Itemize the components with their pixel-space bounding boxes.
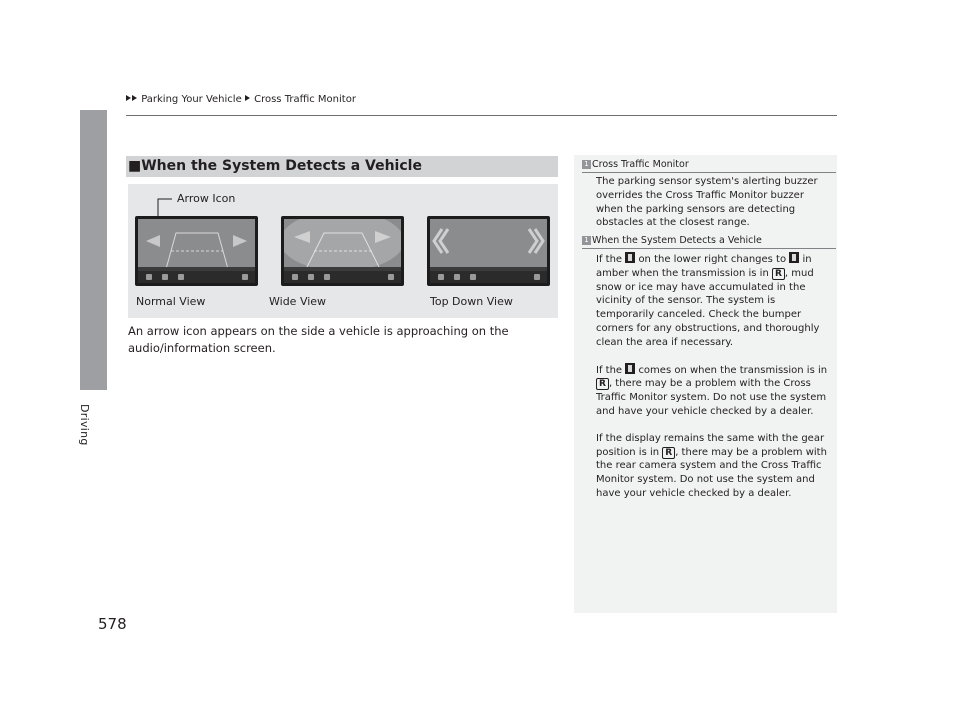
notes-panel bbox=[574, 155, 837, 613]
section-marker: ■ bbox=[128, 158, 142, 174]
section-title bbox=[128, 158, 422, 174]
top-down-view-image bbox=[430, 219, 547, 270]
note-heading: 1 Cross Traffic Monitor bbox=[582, 159, 689, 170]
section-title-text: When the System Detects a Vehicle bbox=[141, 158, 422, 174]
body-paragraph: An arrow icon appears on the side a vehicle is approaching on the audio/information screen. bbox=[128, 324, 509, 355]
right-arrow-icon bbox=[233, 235, 247, 247]
top-down-view-screen bbox=[427, 216, 550, 286]
reverse-gear-icon: R bbox=[772, 268, 785, 280]
sensor-indicator-icon bbox=[625, 252, 635, 263]
note-rule bbox=[582, 248, 836, 249]
breadcrumb-arrow-icon bbox=[245, 95, 250, 101]
breadcrumb bbox=[126, 94, 356, 105]
normal-view-label: Normal View bbox=[136, 295, 206, 308]
wide-view-screen bbox=[281, 216, 404, 286]
note-marker-icon: 1 bbox=[582, 160, 591, 169]
normal-view-image bbox=[138, 219, 255, 270]
sensor-indicator-amber-icon bbox=[789, 252, 799, 263]
wide-view-image bbox=[284, 219, 401, 270]
wide-view-label: Wide View bbox=[269, 295, 327, 308]
note-marker-icon: 1 bbox=[582, 236, 591, 245]
note-rule bbox=[582, 172, 836, 173]
chapter-tab bbox=[80, 110, 107, 390]
breadcrumb-arrow-icon bbox=[132, 95, 137, 101]
system-warning-icon bbox=[625, 363, 635, 374]
chapter-label: Driving bbox=[78, 404, 91, 446]
note-text: The parking sensor system's alerting buzzer overrides the Cross Traffic Monitor buzzer when the parking sensors are detecting obstacles at the closest range. bbox=[596, 176, 818, 229]
breadcrumb-item[interactable]: Parking Your Vehicle bbox=[141, 94, 242, 105]
camera-view-figure bbox=[128, 184, 558, 318]
page-number: 578 bbox=[98, 615, 127, 633]
top-down-view-label: Top Down View bbox=[430, 295, 513, 308]
note-text: If the on the lower right changes to in amber when the transmission is in R , mud snow or ice may have accumulated in the vicinity of the sensor. The system is temporarily canceled. Check the bumper corners for any obstructions, and thoroughly clean the area if necessary. If the comes on when the transmission is in R , there may be a problem with the Cross Traffic Monitor system. Do not use the system and have your vehicle checked by a dealer. If the display remains the same with the gear position is in R , there may be a problem with the rear camera system and the Cross Traffic Monitor system. Do not use the system and have your vehicle checked by a dealer. bbox=[596, 254, 828, 499]
left-arrow-icon bbox=[146, 235, 160, 247]
normal-view-screen bbox=[135, 216, 258, 286]
reverse-gear-icon: R bbox=[662, 447, 675, 459]
breadcrumb-arrow-icon bbox=[126, 95, 131, 101]
reverse-gear-icon: R bbox=[596, 378, 609, 390]
note-heading: 1 When the System Detects a Vehicle bbox=[582, 235, 762, 246]
arrow-icon-callout: Arrow Icon bbox=[177, 192, 236, 205]
breadcrumb-item[interactable]: Cross Traffic Monitor bbox=[254, 94, 356, 105]
header-rule bbox=[126, 115, 837, 116]
